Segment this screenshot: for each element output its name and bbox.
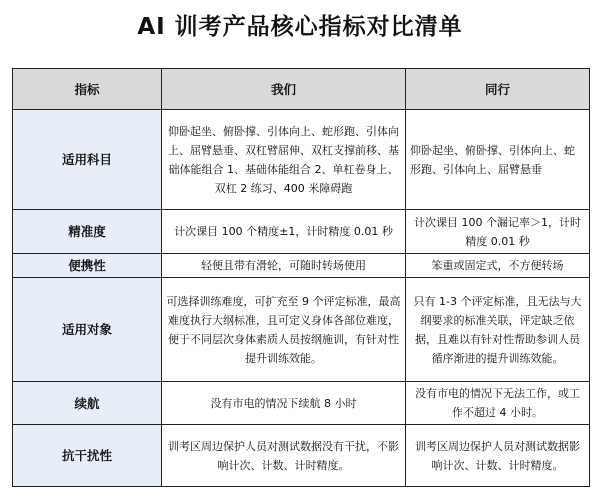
row-metric: 续航 [13,382,162,425]
table-header-row [13,69,590,110]
row-ours-value: 没有市电的情况下续航 8 小时 [162,382,406,425]
header-metric: 指标 [13,69,162,110]
header-peer: 同行 [406,69,590,110]
row-peer-value: 只有 1-3 个评定标准，且无法与大纲要求的标准关联，评定缺乏依据，且难以有针对性帮助参训人员循序渐进的提升训练效能。 [406,278,590,382]
row-peer-value: 笨重或固定式，不方便转场 [406,254,590,278]
row-ours-value: 计次课目 100 个精度±1，计时精度 0.01 秒 [162,210,406,254]
table-row [13,278,590,382]
row-metric: 精准度 [13,210,162,254]
row-ours-value: 仰卧起坐、俯卧撑、引体向上、蛇形跑、引体向上、屈臂悬垂、双杠臂屈伸、双杠支撑前移、基础体能组合 1、基础体能组合 2、单杠卷身上、双杠 2 练习、400 米障碍跑 [162,110,406,210]
row-metric: 适用科目 [13,110,162,210]
row-metric: 适用对象 [13,278,162,382]
row-metric: 抗干扰性 [13,425,162,487]
row-peer-value: 仰卧起坐、俯卧撑、引体向上、蛇形跑、引体向上、屈臂悬垂 [406,110,590,210]
row-ours-value: 训考区周边保护人员对测试数据没有干扰，不影响计次、计数、计时精度。 [162,425,406,487]
comparison-table [12,68,590,487]
table-row [13,210,590,254]
row-peer-value: 计次课目 100 个漏记率＞1，计时精度 0.01 秒 [406,210,590,254]
header-ours: 我们 [162,69,406,110]
page-title: AI 训考产品核心指标对比清单 [137,14,463,40]
row-peer-value: 没有市电的情况下无法工作，或工作不超过 4 小时。 [406,382,590,425]
row-metric: 便携性 [13,254,162,278]
table-row [13,425,590,487]
table-row [13,110,590,210]
row-ours-value: 轻便且带有滑轮，可随时转场使用 [162,254,406,278]
table-row [13,382,590,425]
table-row [13,254,590,278]
row-ours-value: 可选择训练难度，可扩充至 9 个评定标准，最高难度执行大纲标准，且可定义身体各部位难度，便于不同层次身体素质人员按纲施训，有针对性提升训练效能。 [162,278,406,382]
row-peer-value: 训考区周边保护人员对测试数据影响计次、计数、计时精度。 [406,425,590,487]
